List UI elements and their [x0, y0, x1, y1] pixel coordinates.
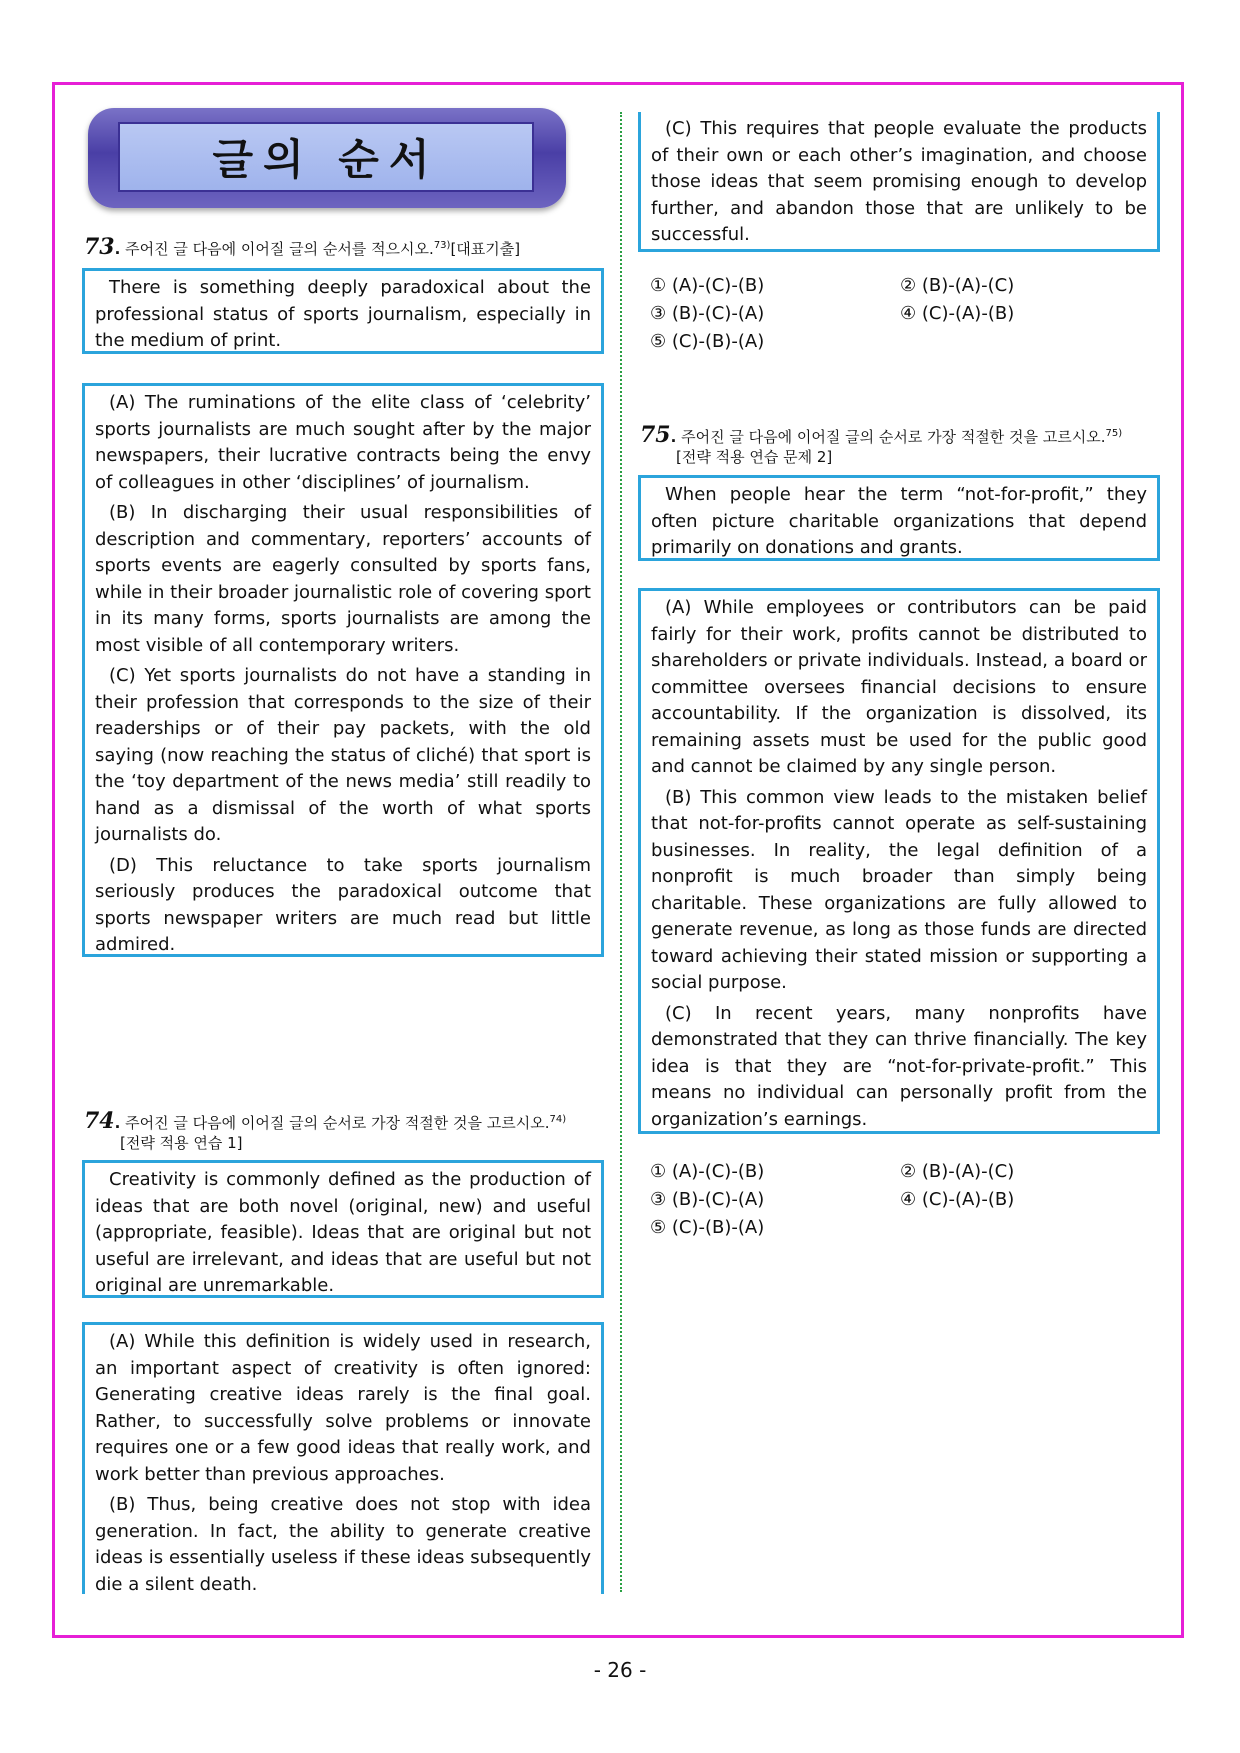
question-source: [전략 적용 연습 1] — [120, 1134, 243, 1152]
section-title-banner — [88, 108, 566, 208]
given-text: There is something deeply paradoxical about the professional status of sports journalism, especially in the medium of print. — [95, 277, 591, 351]
given-text: Creativity is commonly defined as the production of ideas that are both novel (original, new) and useful (appropriate, feasible). Ideas that are original but not useful are irrelevant, and ideas that are useful but not original are unremarkable. — [95, 1169, 591, 1296]
question-source: [대표기출] — [450, 240, 521, 258]
passage-b: (B) In discharging their usual responsibilities of description and commentary, reporters’ accounts of sports events are eagerly consulted by sports fans, while in their broader journalistic role of covering sport in its many forms, sports journalists are among the most visible of all contemporary writers. — [95, 502, 591, 656]
question-source: [전략 적용 연습 문제 2] — [676, 448, 833, 466]
question-number: 74 — [84, 1108, 115, 1134]
question-instruction: 주어진 글 다음에 이어질 글의 순서로 가장 적절한 것을 고르시오. — [681, 428, 1106, 446]
footnote-mark: 75) — [1105, 428, 1123, 439]
question-74-passages-box — [82, 1322, 604, 1594]
passage-d: (D) This reluctance to take sports journalism seriously produces the paradoxical outcome that sports newspaper writers are much read but little admired. — [95, 854, 591, 955]
question-74-passages-box-continued — [638, 112, 1160, 252]
question-74-given-box — [82, 1160, 604, 1298]
choice-1[interactable]: ① (A)-(C)-(B) — [650, 1161, 765, 1182]
passage-b: (B) This common view leads to the mistaken belief that not-for-profits cannot operate as self-sustaining businesses. In reality, the legal definition of a nonprofit is much broader than simply being charitable. These organizations are fully allowed to generate revenue, as long as those funds are directed toward achieving their stated mission or supporting a social purpose. — [651, 786, 1147, 993]
question-74-header: 74. 주어진 글 다음에 이어질 글의 순서로 가장 적절한 것을 고르시오.$^{74)}$ [전략 적용 연습 1] — [84, 1108, 567, 1152]
footnote-mark: 74) — [549, 1114, 567, 1125]
given-text: When people hear the term “not-for-profit,” they often picture charitable organizations that depend primarily on donations and grants. — [651, 484, 1147, 558]
choice-4[interactable]: ④ (C)-(A)-(B) — [900, 303, 1015, 324]
choice-3[interactable]: ③ (B)-(C)-(A) — [650, 1189, 765, 1210]
section-title: 글의 순서 — [118, 122, 534, 192]
question-73-header: 73. 주어진 글 다음에 이어질 글의 순서를 적으시오.$^{73)}$[대표기출] — [84, 234, 521, 260]
question-75-choices — [650, 1158, 1170, 1248]
question-73-given-box — [82, 268, 604, 354]
passage-c: (C) This requires that people evaluate the products of their own or each other’s imagination, and choose those ideas that seem promising enough to develop further, and abandon those that are unlikely to be successful. — [651, 118, 1147, 245]
passage-b: (B) Thus, being creative does not stop with idea generation. In fact, the ability to generate creative ideas is essentially useless if these ideas subsequently die a silent death. — [95, 1494, 591, 1595]
column-divider — [620, 112, 622, 1592]
question-75-passages-box — [638, 588, 1160, 1134]
question-75-given-box — [638, 475, 1160, 561]
question-number: 75 — [640, 422, 671, 448]
passage-a: (A) The ruminations of the elite class of ‘celebrity’ sports journalists are much sought after by the major newspapers, their lucrative contracts being the envy of colleagues in other ‘disciplines’ of journalism. — [95, 392, 591, 493]
choice-2[interactable]: ② (B)-(A)-(C) — [900, 275, 1015, 296]
question-number: 73 — [84, 234, 115, 260]
choice-1[interactable]: ① (A)-(C)-(B) — [650, 275, 765, 296]
footnote-mark: 73) — [433, 240, 451, 251]
choice-5[interactable]: ⑤ (C)-(B)-(A) — [650, 331, 765, 352]
question-75-header: 75. 주어진 글 다음에 이어질 글의 순서로 가장 적절한 것을 고르시오.$^{75)}$ [전략 적용 연습 문제 2] — [640, 422, 1123, 466]
passage-a: (A) While this definition is widely used in research, an important aspect of creativity is often ignored: Generating creative ideas rarely is the final goal. Rather, to successfully solve problems or innovate requires one or a few good ideas that really work, and work better than previous approaches. — [95, 1331, 591, 1485]
passage-a: (A) While employees or contributors can be paid fairly for their work, profits cannot be distributed to shareholders or private individuals. Instead, a board or committee oversees financial decisions to ensure accountability. If the organization is dissolved, its remaining assets must be used for the public good and cannot be claimed by any single person. — [651, 597, 1147, 777]
page-number: - 26 - — [593, 1658, 647, 1682]
choice-2[interactable]: ② (B)-(A)-(C) — [900, 1161, 1015, 1182]
choice-3[interactable]: ③ (B)-(C)-(A) — [650, 303, 765, 324]
question-instruction: 주어진 글 다음에 이어질 글의 순서로 가장 적절한 것을 고르시오. — [125, 1114, 550, 1132]
choice-4[interactable]: ④ (C)-(A)-(B) — [900, 1189, 1015, 1210]
passage-c: (C) Yet sports journalists do not have a standing in their profession that corresponds to the size of their readerships or of their pay packets, with the old saying (now reaching the status of cliché) that sport is the ‘toy department of the news media’ still readily to hand as a dismissal of the worth of what sports journalists do. — [95, 665, 591, 845]
question-74-choices — [650, 272, 1170, 362]
question-instruction: 주어진 글 다음에 이어질 글의 순서를 적으시오. — [125, 240, 434, 258]
question-73-passages-box — [82, 383, 604, 957]
passage-c: (C) In recent years, many nonprofits have demonstrated that they can thrive financially. The key idea is that they are “not-for-private-profit.” This means no individual can personally profit from the organization’s earnings. — [651, 1002, 1147, 1130]
choice-5[interactable]: ⑤ (C)-(B)-(A) — [650, 1217, 765, 1238]
